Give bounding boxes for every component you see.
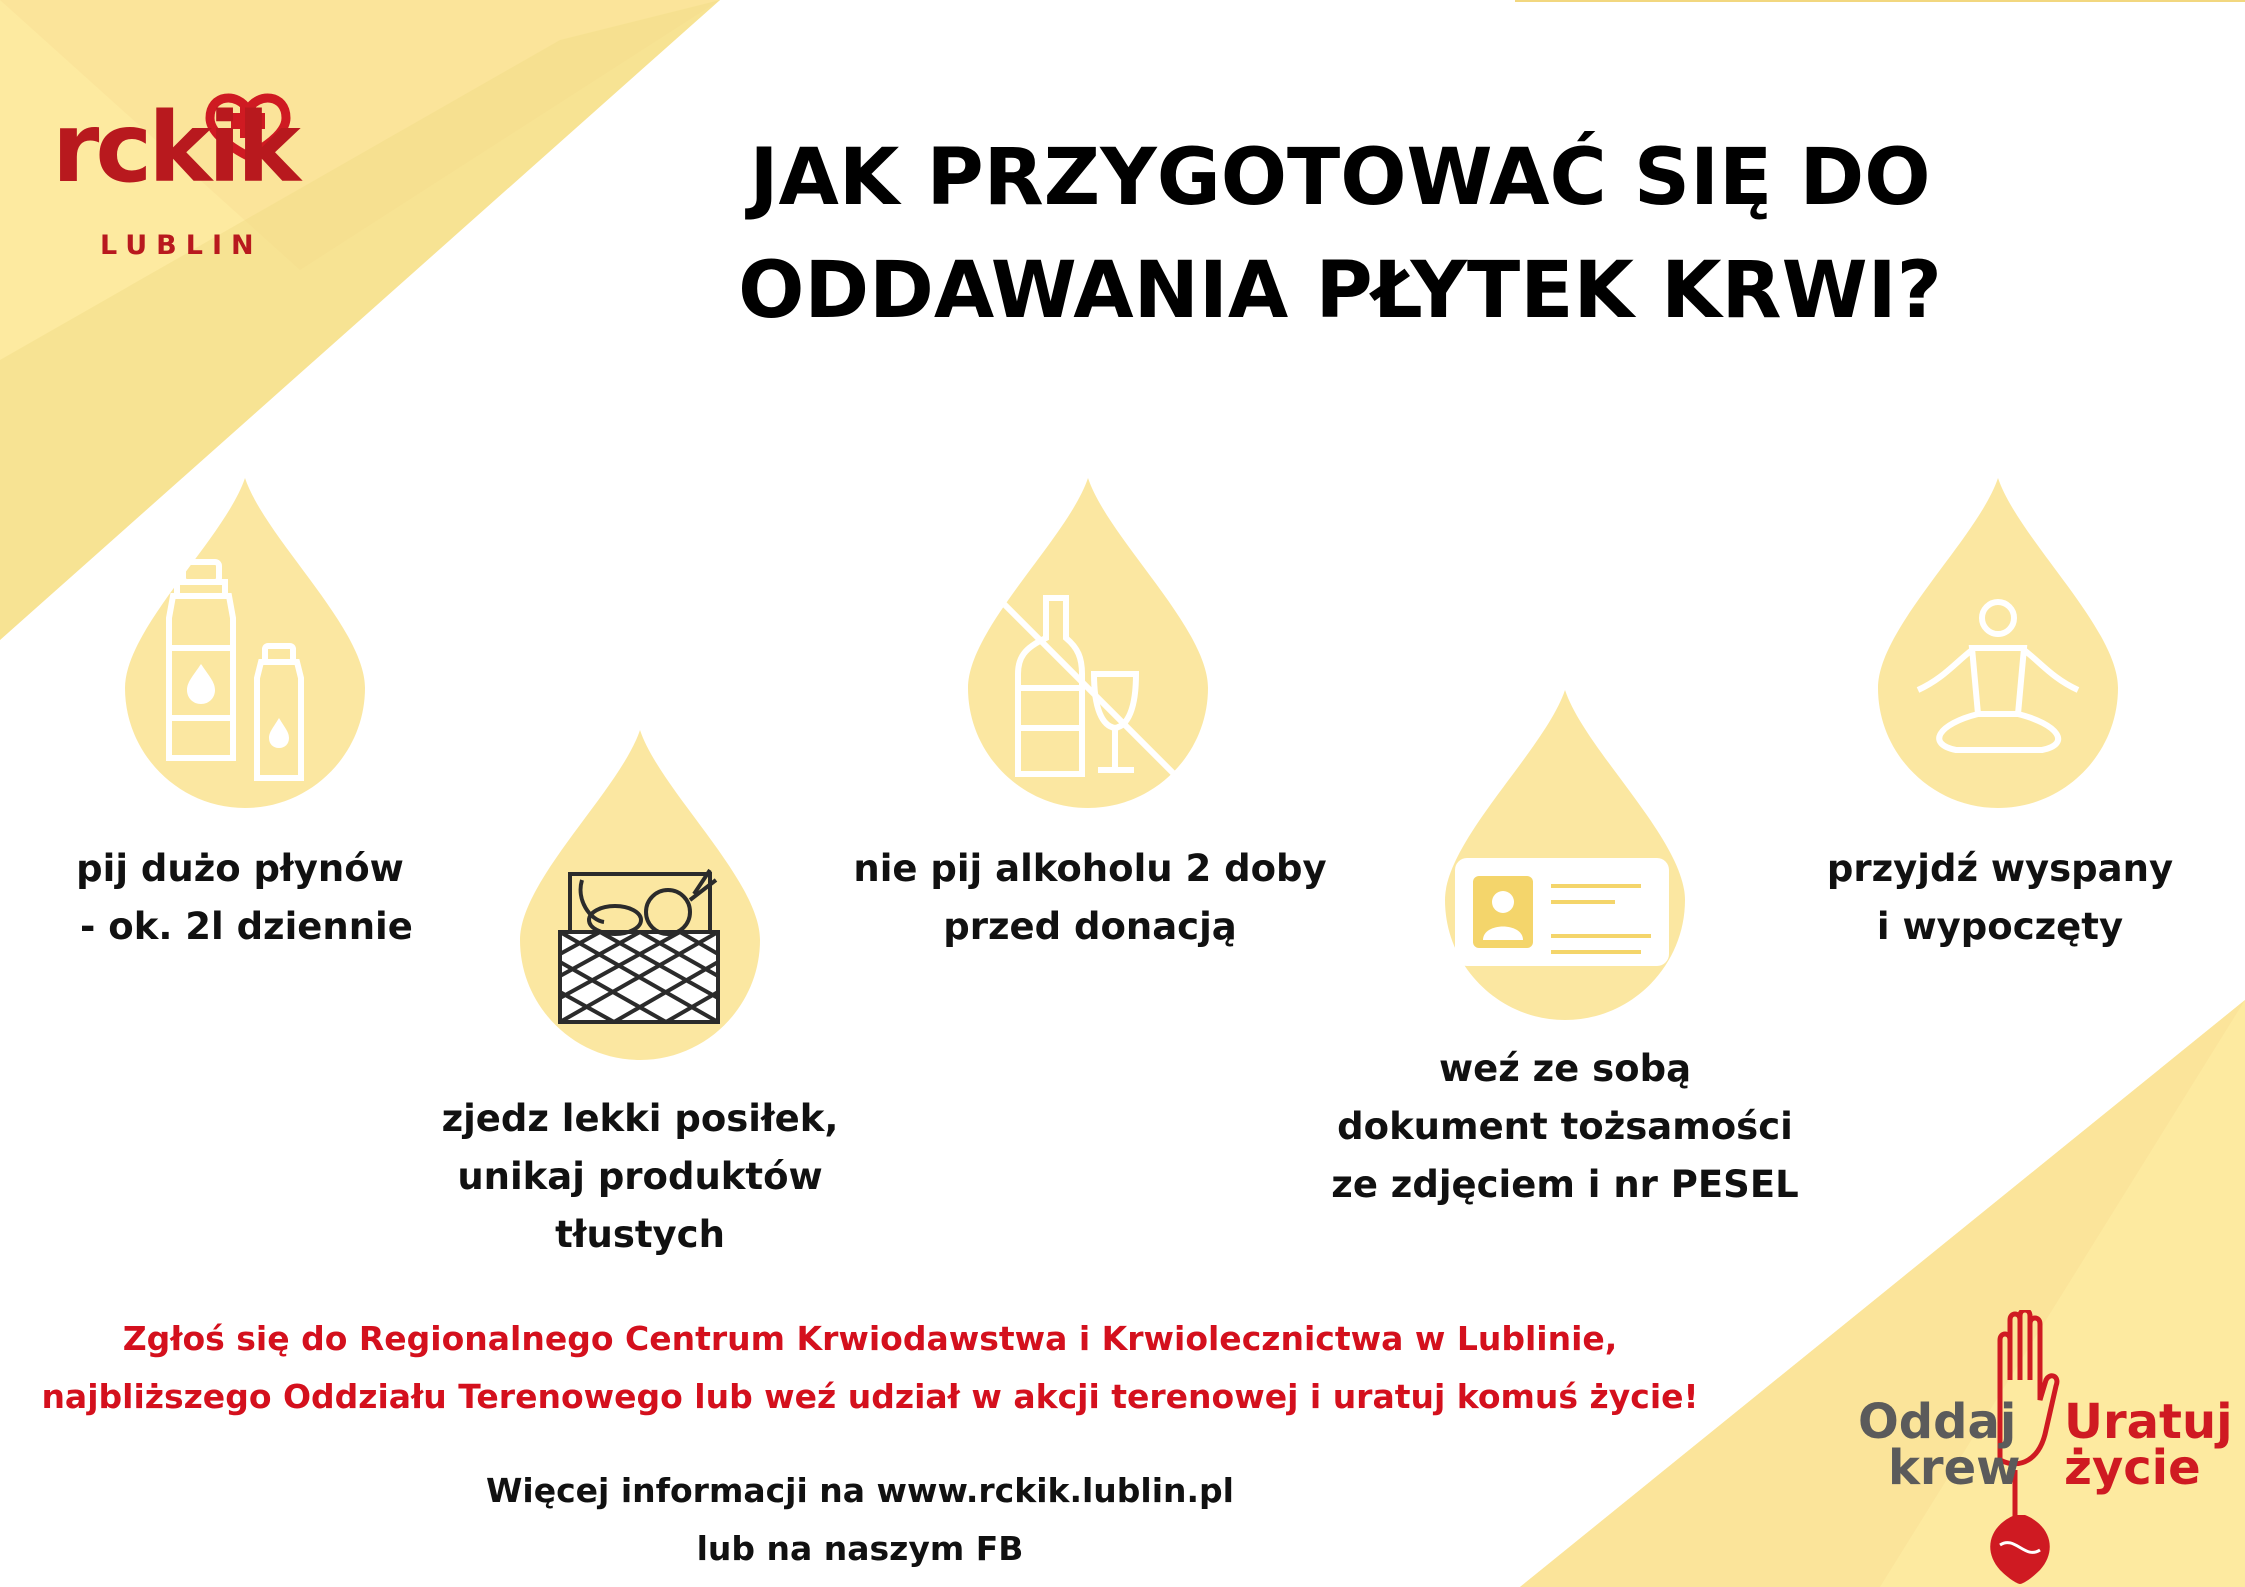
page-title — [600, 122, 2080, 348]
step-caption-fluids — [40, 840, 440, 956]
no-alcohol-icon — [968, 478, 1208, 808]
campaign-uratuj: Uratuj — [2064, 1394, 2233, 1450]
call-to-action — [20, 1310, 1720, 1426]
caption-line: zjedz lekki posiłek, — [441, 1097, 839, 1140]
step-caption-rest — [1800, 840, 2200, 956]
logo-city-text: LUBLIN — [100, 230, 263, 261]
id-card-icon — [1445, 690, 1685, 1020]
caption-line: przyjdź wyspany — [1826, 847, 2174, 890]
title-line-2: ODDAWANIA PŁYTEK KRWI? — [738, 246, 1942, 336]
caption-line: i wypoczęty — [1876, 905, 2124, 948]
caption-line: pij dużo płynów — [76, 847, 404, 890]
step-caption-alcohol — [830, 840, 1350, 956]
info-line-1: Więcej informacji na www.rckik.lublin.pl — [486, 1471, 1234, 1510]
title-line-1: JAK PRZYGOTOWAĆ SIĘ DO — [749, 133, 1931, 223]
caption-line: przed donacją — [943, 905, 1237, 948]
caption-line: ze zdjęciem i nr PESEL — [1331, 1163, 1799, 1206]
campaign-zycie: życie — [2064, 1440, 2201, 1496]
caption-line: dokument tożsamości — [1337, 1105, 1793, 1148]
campaign-oddaj: Oddaj — [1858, 1394, 2017, 1450]
campaign-krew: krew — [1888, 1440, 2021, 1496]
more-info — [440, 1462, 1280, 1578]
caption-line: nie pij alkoholu 2 doby — [853, 847, 1327, 890]
caption-line: weź ze sobą — [1438, 1047, 1692, 1090]
callout-line-2: najbliższego Oddziału Terenowego lub weź udział w akcji terenowej i uratuj komuś życie! — [41, 1377, 1699, 1416]
step-caption-id — [1310, 1040, 1820, 1214]
callout-line-1: Zgłoś się do Regionalnego Centrum Krwiodawstwa i Krwiolecznictwa w Lublinie, — [122, 1319, 1618, 1358]
logo-brand-text: rckik — [52, 92, 297, 204]
step-caption-meal — [420, 1090, 860, 1264]
caption-line: unikaj produktów — [457, 1155, 823, 1198]
caption-line: - ok. 2l dziennie — [67, 905, 413, 948]
meditation-icon — [1878, 478, 2118, 808]
food-basket-icon — [520, 730, 760, 1060]
water-bottles-icon — [125, 478, 365, 808]
info-line-2: lub na naszym FB — [696, 1529, 1024, 1568]
caption-line: tłustych — [555, 1213, 725, 1256]
